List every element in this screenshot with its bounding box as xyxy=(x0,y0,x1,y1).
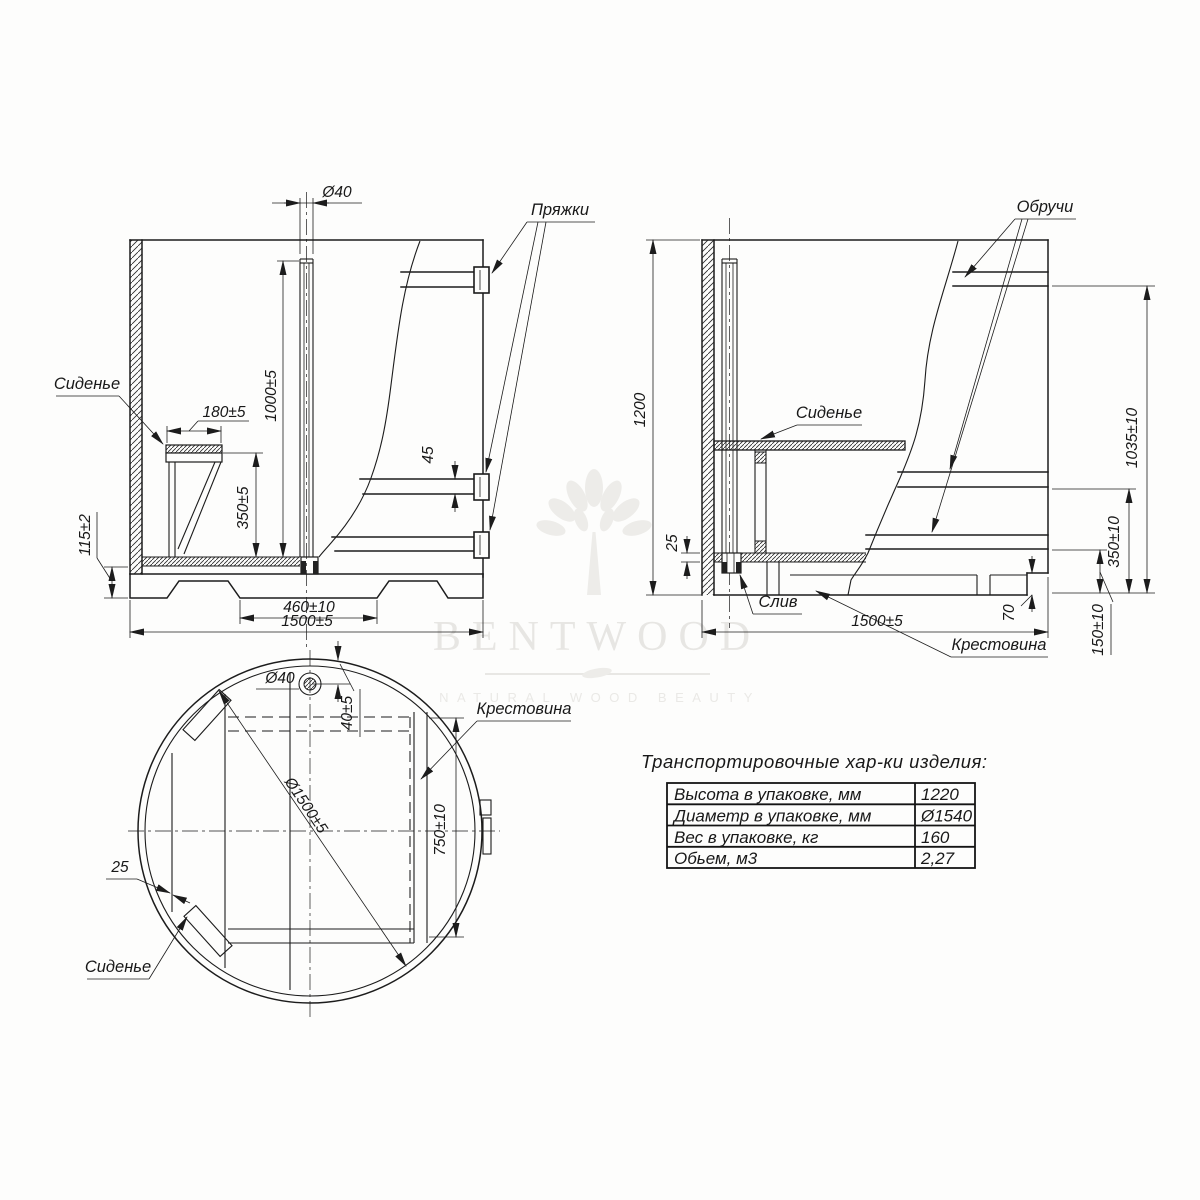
standpipe xyxy=(300,192,313,648)
spec-label: Диаметр в упаковке, мм xyxy=(674,806,872,826)
table-row xyxy=(674,785,959,804)
floor-section xyxy=(142,557,300,566)
top-callouts xyxy=(85,700,572,979)
tree-logo-icon xyxy=(535,469,654,595)
spec-value: 1220 xyxy=(921,785,959,804)
spec-value: Ø1540 xyxy=(921,806,973,826)
drain-label: Слив xyxy=(758,593,798,611)
table-row xyxy=(674,849,955,868)
dim-hoop-top: 1035±10 xyxy=(1124,407,1141,469)
dim-seat-height: 350±5 xyxy=(235,486,252,530)
leaf-icon xyxy=(581,666,612,680)
buckle xyxy=(474,532,489,558)
break-line xyxy=(848,241,958,595)
table-row xyxy=(672,807,973,826)
seat-plank-section xyxy=(714,441,905,450)
dim-pipe-diameter: Ø40 xyxy=(322,184,352,201)
spec-table-title: Транспортировочные хар-ки изделия: xyxy=(641,751,988,772)
dim-overall-height: 1200 xyxy=(632,392,649,428)
dim-tub-diameter: Ø1500±5 xyxy=(280,774,331,837)
buckle xyxy=(474,474,489,500)
dim-overall-width: 1500±5 xyxy=(851,613,903,630)
dim-crossbase-width: 750±10 xyxy=(432,804,449,856)
dim-pipe-height: 1000±5 xyxy=(263,370,280,422)
spec-label: Обьем, м3 xyxy=(674,849,758,868)
dim-drain-diameter: Ø40 xyxy=(265,670,295,687)
watermark-tagline: NATURAL WOOD BEAUTY xyxy=(439,690,761,705)
tub-wall-section xyxy=(702,240,714,595)
buckles-label: Пряжки xyxy=(530,201,590,219)
front-section-view xyxy=(54,184,595,648)
buckle xyxy=(474,267,489,293)
drain-fitting xyxy=(722,553,741,573)
seat-label: Сиденье xyxy=(53,375,121,393)
spec-table xyxy=(641,751,988,868)
straps-and-buckles xyxy=(332,267,489,558)
spec-value: 2,27 xyxy=(921,849,955,868)
dim-wall-thickness: 25 xyxy=(111,859,129,876)
tub-wall-section xyxy=(130,240,142,574)
table-row xyxy=(674,828,950,847)
seat-label: Сиденье xyxy=(795,404,863,422)
seat-post xyxy=(755,450,766,553)
dim-hoop-mid: 350±10 xyxy=(1106,516,1123,568)
dim-hoop-low: 150±10 xyxy=(1090,604,1107,656)
crossbase-label: Крестовина xyxy=(951,636,1047,654)
hoops xyxy=(866,272,1048,549)
dim-drain-offset: 40±5 xyxy=(339,695,356,731)
break-line xyxy=(319,241,420,557)
seat-label: Сиденье xyxy=(84,958,152,976)
watermark-brand: BENTWOOD xyxy=(432,614,762,660)
dim-base-step: 70 xyxy=(1001,604,1018,622)
cross-base xyxy=(714,562,1048,595)
dim-base-height: 115±2 xyxy=(77,514,94,556)
dim-base-slot: 460±10 xyxy=(283,599,335,616)
dim-overall-width: 1500±5 xyxy=(281,613,333,630)
side-callouts xyxy=(740,198,1076,657)
dim-strap-width: 45 xyxy=(420,446,437,464)
dim-floor-thickness: 25 xyxy=(664,534,681,552)
crossbase-label: Крестовина xyxy=(476,700,572,718)
spec-label: Вес в упаковке, кг xyxy=(674,827,819,847)
dim-seat-width: 180±5 xyxy=(202,404,246,421)
hoops-label: Обручи xyxy=(1016,198,1074,216)
side-section-view xyxy=(632,198,1155,657)
spec-label: Высота в упаковке, мм xyxy=(674,785,862,804)
drain-fitting xyxy=(301,557,318,574)
spec-value: 160 xyxy=(921,827,950,847)
seat-front xyxy=(166,445,222,557)
